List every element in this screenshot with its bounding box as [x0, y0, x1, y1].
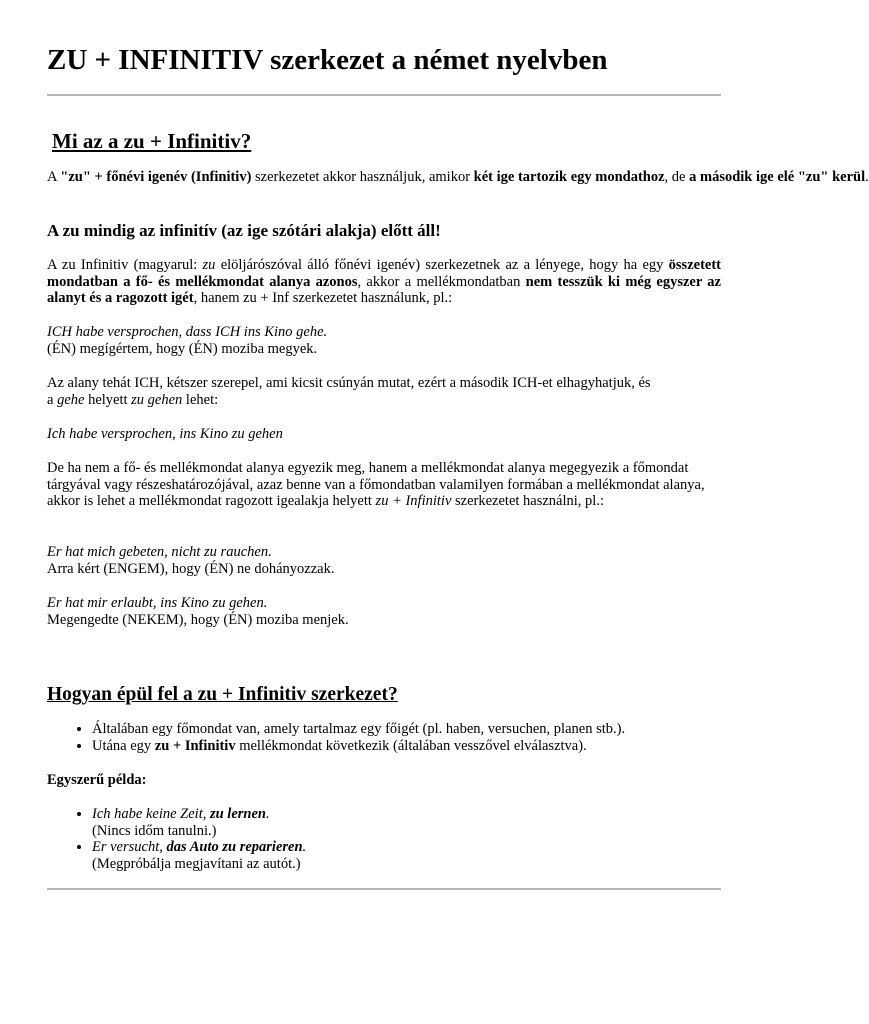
subject-explanation: Az alany tehát ICH, kétszer szerepel, ami kicsit csúnyán mutat, ezért a második ICH-et elhagyhatjuk, és a gehe helyett zu gehen lehet: — [47, 375, 651, 408]
list-item: • Er versucht, das Auto zu reparieren. (Megpróbálja megjavítani az autót.) — [92, 839, 720, 872]
example-1-hungarian: (ÉN) megígértem, hogy (ÉN) moziba megyek. — [47, 340, 318, 357]
section-heading-what-is: Mi az a zu + Infinitiv? — [52, 129, 252, 153]
explanation-paragraph: A zu Infinitiv (magyarul: zu elöljárószóval álló főnévi igenév) szerkezetnek az a lényege, hogy ha egy összetett mondatban a fő- és mellékmondat alanya azonos, akkor a mellékmondatban nem tesszük ki még egyszer az alanyt és a ragozott igét, hanem zu + Inf szerkezetet használunk, pl.: — [47, 257, 721, 306]
example-4-german: Er hat mir erlaubt, ins Kino zu gehen. — [47, 595, 268, 611]
example-3-german: Er hat mich gebeten, nicht zu rauchen. — [47, 544, 272, 560]
example-2: Ich habe versprochen, ins Kino zu gehen — [47, 426, 283, 442]
example-3 — [47, 544, 721, 577]
page-title: ZU + INFINITIV szerkezet a német nyelvben — [47, 44, 608, 76]
list-item: • Utána egy zu + Infinitiv mellékmondat következik (általában vesszővel elválasztva). — [92, 738, 720, 755]
divider-bottom — [47, 888, 721, 890]
example-1 — [47, 324, 721, 357]
divider-top — [47, 94, 721, 96]
section-heading-structure: Hogyan épül fel a zu + Infinitiv szerkezet? — [47, 684, 398, 705]
rule-subheading: A zu mindig az infinitív (az ige szótári alakja) előtt áll! — [47, 221, 441, 240]
example-3-hungarian: Arra kért (ENGEM), hogy (ÉN) ne dohányozzak. — [47, 560, 335, 577]
list-item: • Ich habe keine Zeit, zu lernen. (Nincs időm tanulni.) — [92, 806, 720, 839]
intro-paragraph: A "zu" + főnévi igenév (Infinitiv) szerkezetet akkor használjuk, amikor két ige tartozik egy mondathoz, de a második ige elé "zu" kerül. — [47, 169, 869, 185]
simple-example-list — [47, 806, 720, 872]
simple-example-label: Egyszerű példa: — [47, 772, 147, 788]
example-4 — [47, 595, 721, 628]
example-1-german: ICH habe versprochen, dass ICH ins Kino gehe. — [47, 324, 328, 340]
object-explanation: De ha nem a fő- és mellékmondat alanya egyezik meg, hanem a mellékmondat alanya megegyezik a főmondat tárgyával vagy részeshatározójával, azaz benne van a főmondatban valamilyen formában a mellékmondat alanya, akkor is lehet a mellékmondat ragozott igealakja helyett zu + Infinitiv szerkezetet használni, pl.: — [47, 460, 705, 509]
example-4-hungarian: Megengedte (NEKEM), hogy (ÉN) moziba menjek. — [47, 611, 349, 628]
structure-list — [47, 721, 720, 754]
list-item: • Általában egy főmondat van, amely tartalmaz egy főigét (pl. haben, versuchen, planen stb.). — [92, 721, 720, 738]
